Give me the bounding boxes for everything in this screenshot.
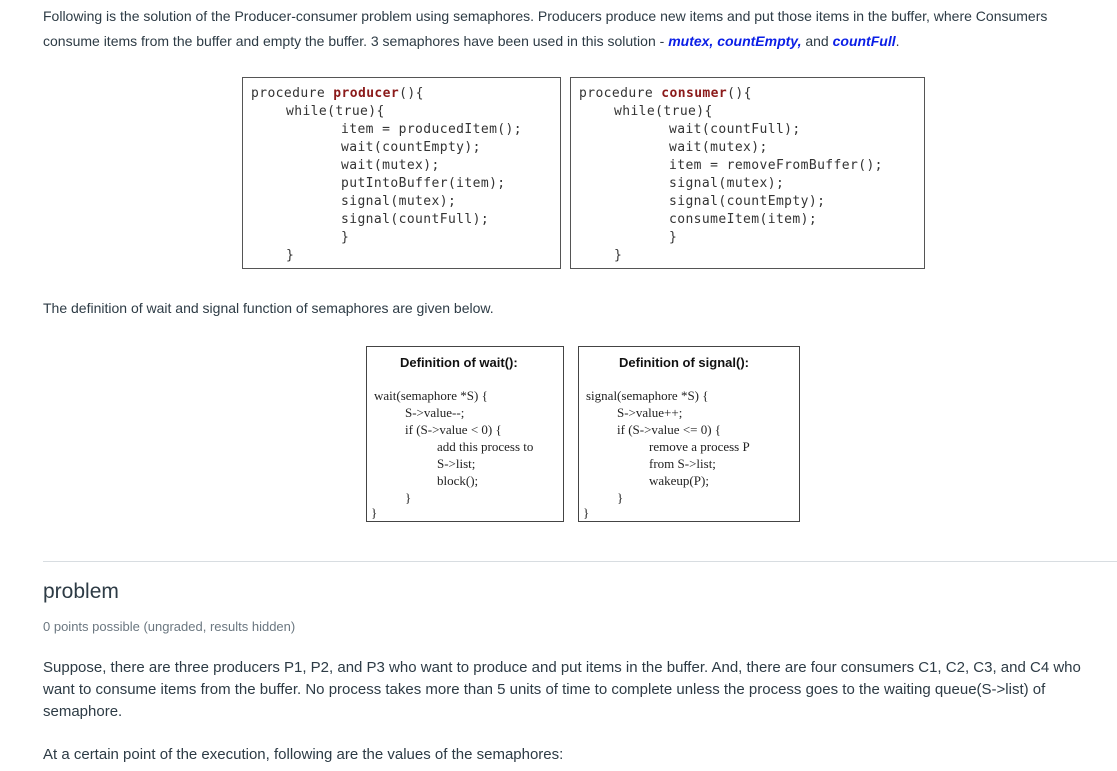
def-line: S->value--; [405,405,465,420]
section-divider [43,561,1117,562]
def-line: S->value++; [617,405,683,420]
signal-definition-box [578,346,800,522]
wait-definition-box [366,346,564,522]
points-info: 0 points possible (ungraded, results hidden) [43,619,296,634]
code-line: signal(mutex); [669,176,785,191]
problem-title: problem [43,580,119,603]
code-line: item = producedItem(); [341,122,522,137]
def-line: } [583,505,590,520]
def-line: wakeup(P); [649,473,709,488]
code-line: } [669,230,678,245]
consumer-code-box [570,77,925,269]
code-line: consumeItem(item); [669,212,818,227]
signal-definition-title: Definition of signal(): [619,355,749,370]
def-line: S->list; [437,456,476,471]
semaphore-values-intro: At a certain point of the execution, following are the values of the semaphores: [43,746,564,763]
def-line: } [405,490,412,505]
code-line: item = removeFromBuffer(); [669,158,883,173]
intro-paragraph [43,4,1103,54]
code-line: signal(mutex); [341,194,457,209]
producer-code-box [242,77,561,269]
producer-signature: procedure producer(){ [251,86,424,101]
definition-text: The definition of wait and signal function of semaphores are given below. [43,300,494,316]
consumer-signature: procedure consumer(){ [579,86,752,101]
semaphore-countfull: countFull [832,33,896,49]
def-line: wait(semaphore *S) { [374,388,488,403]
code-line: while(true){ [286,104,385,119]
semaphore-names: mutex, countEmpty, [668,33,802,49]
code-line: } [614,248,623,263]
wait-definition-title: Definition of wait(): [400,355,518,370]
code-line: wait(mutex); [669,140,768,155]
code-line: signal(countFull); [341,212,490,227]
code-line: putIntoBuffer(item); [341,176,506,191]
def-line: from S->list; [649,456,716,471]
def-line: if (S->value < 0) { [405,422,502,437]
problem-paragraph: Suppose, there are three producers P1, P2, and P3 who want to produce and put items in the buffer. And, there are four consumers C1, C2, C3, and C4 who want to consume items from the buffer. No process takes more than 5 units of time to complete unless the process goes to the waiting queue(S->list) of semaphore. [43,659,1081,720]
code-line: } [286,248,295,263]
code-line: while(true){ [614,104,713,119]
def-line: if (S->value <= 0) { [617,422,722,437]
def-line: } [371,505,378,520]
code-line: signal(countEmpty); [669,194,826,209]
def-line: remove a process P [649,439,750,454]
def-line: } [617,490,624,505]
intro-text: Following is the solution of the Producer-consumer problem using semaphores. Producers produce new items and put those items in the buffer, where Consumers consume items from the buffer and empty the buffer. 3 semaphores have been used in this solution - [43,8,1048,49]
intro-and: and [801,33,833,49]
def-line: add this process to [437,439,534,454]
code-line: wait(mutex); [341,158,440,173]
code-line: wait(countEmpty); [341,140,481,155]
intro-period: . [895,33,900,49]
code-line: wait(countFull); [669,122,801,137]
def-line: signal(semaphore *S) { [586,388,709,403]
code-line: } [341,230,350,245]
def-line: block(); [437,473,479,488]
